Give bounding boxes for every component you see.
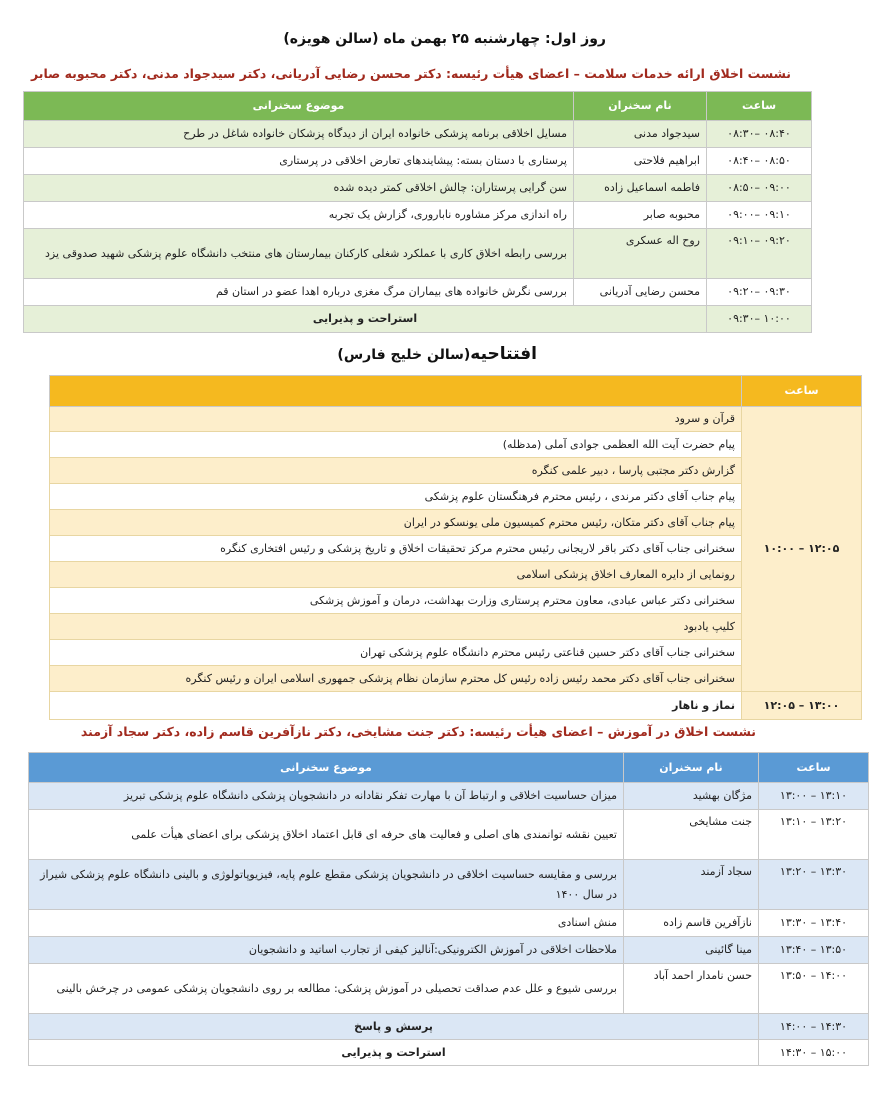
program-item: سخنرانی جناب آقای دکتر حسین قناعتی رئیس محترم دانشگاه علوم پزشکی تهران [50, 640, 742, 666]
table-header [50, 376, 862, 407]
table-row [24, 229, 812, 279]
row-speaker: نازآفرین قاسم زاده [624, 910, 759, 937]
program-item: سخنرانی جناب آقای دکتر باقر لاریجانی رئیس محترم مرکز تحقیقات اخلاق و تاریخ پزشکی و رئیس افتخاری کنگره [50, 536, 742, 562]
row-topic: مسایل اخلاقی برنامه پزشکی خانواده ایران از دیدگاه پزشکان خانواده شاغل در طرح [24, 121, 574, 148]
list-item [50, 614, 862, 640]
list-item [50, 484, 862, 510]
row-topic: راه اندازی مرکز مشاوره ناباروری، گزارش یک تجربه [24, 202, 574, 229]
opening-title [337, 344, 537, 364]
program-item: سخنرانی جناب آقای دکتر محمد رئیس زاده رئیس کل محترم سازمان نظام پزشکی جمهوری اسلامی ایران و رئیس کنگره [50, 666, 742, 692]
list-item [50, 510, 862, 536]
row-speaker: جنت مشایخی [624, 810, 759, 860]
row-time: ۰۸:۴۰– ۰۸:۵۰ [707, 148, 812, 175]
program-item: پیام حضرت آیت الله العظمی جوادی آملی (مدظله) [50, 432, 742, 458]
row-speaker: محبوبه صابر [574, 202, 707, 229]
row-time: ۰۹:۱۰– ۰۹:۲۰ [707, 229, 812, 279]
program-item: قرآن و سرود [50, 407, 742, 432]
prayer-label: نماز و ناهار [50, 692, 742, 720]
day-heading: روز اول: چهارشنبه ۲۵ بهمن ماه (سالن هویزه) [283, 31, 606, 47]
table-row [29, 810, 869, 860]
row-speaker: سیدجواد مدنی [574, 121, 707, 148]
table-row [24, 202, 812, 229]
break-time: ۰۹:۳۰– ۱۰:۰۰ [707, 306, 812, 333]
break-row [24, 306, 812, 333]
session1-title: نشست اخلاق ارائه خدمات سلامت – اعضای هیأت رئیسه: دکتر محسن رضایی آدریانی، دکتر سیدجواد مدنی، دکتر محبوبه صابر [30, 66, 791, 81]
row-speaker: سجاد آزمند [624, 860, 759, 910]
row-speaker: فاطمه اسماعیل زاده [574, 175, 707, 202]
list-item [50, 640, 862, 666]
list-item [50, 432, 862, 458]
row-time: ۱۳:۵۰ – ۱۴:۰۰ [759, 964, 869, 1014]
program-item: پیام جناب آقای دکتر متکان، رئیس محترم کمیسیون ملی یونسکو در ایران [50, 510, 742, 536]
opening-title-bold: افتتاحیه [470, 344, 537, 364]
session1-table [23, 91, 812, 333]
row-time: ۱۳:۲۰ – ۱۳:۳۰ [759, 860, 869, 910]
qa-label: پرسش و پاسخ [29, 1014, 759, 1040]
table-row [24, 279, 812, 306]
row-speaker: مینا گائینی [624, 937, 759, 964]
break-time: ۱۴:۳۰ – ۱۵:۰۰ [759, 1040, 869, 1066]
opening-block-time: ۱۰:۰۰ – ۱۲:۰۵ [742, 407, 862, 692]
row-time: ۱۳:۳۰ – ۱۳:۴۰ [759, 910, 869, 937]
header-time: ساعت [707, 92, 812, 121]
header-speaker: نام سخنران [574, 92, 707, 121]
list-item [50, 536, 862, 562]
table-row [29, 783, 869, 810]
session2-title: نشست اخلاق در آموزش – اعضای هیأت رئیسه: دکتر جنت مشایخی، دکتر نازآفرین قاسم زاده، دکتر سجاد آزمند [80, 724, 756, 739]
break-label: استراحت و پذیرایی [24, 306, 707, 333]
prayer-time: ۱۲:۰۵ – ۱۳:۰۰ [742, 692, 862, 720]
row-speaker: مژگان بهشید [624, 783, 759, 810]
qa-time: ۱۴:۰۰ – ۱۴:۳۰ [759, 1014, 869, 1040]
row-topic: تعیین نقشه توانمندی های اصلی و فعالیت های حرفه ای قابل اعتماد اخلاق پزشکی برای اعضای هیأت علمی [29, 810, 624, 860]
table-row [29, 937, 869, 964]
row-time: ۰۸:۵۰– ۰۹:۰۰ [707, 175, 812, 202]
row-time: ۰۸:۳۰– ۰۸:۴۰ [707, 121, 812, 148]
row-time: ۱۳:۱۰ – ۱۳:۲۰ [759, 810, 869, 860]
row-topic: سن گرایی پرستاران: چالش اخلاقی کمتر دیده شده [24, 175, 574, 202]
list-item [50, 407, 862, 432]
row-topic: پرستاری با دستان بسته: پیشایندهای تعارض اخلاقی در پرستاری [24, 148, 574, 175]
program-item: سخنرانی دکتر عباس عبادی، معاون محترم پرستاری وزارت بهداشت، درمان و آموزش پزشکی [50, 588, 742, 614]
list-item [50, 458, 862, 484]
table-header [24, 92, 812, 121]
table-row [24, 121, 812, 148]
table-row [29, 910, 869, 937]
list-item [50, 562, 862, 588]
row-speaker: روح اله عسکری [574, 229, 707, 279]
row-time: ۱۳:۰۰ – ۱۳:۱۰ [759, 783, 869, 810]
program-item: گزارش دکتر مجتبی پارسا ، دبیر علمی کنگره [50, 458, 742, 484]
prayer-row [50, 692, 862, 720]
row-topic: ملاحظات اخلاقی در آموزش الکترونیکی:آنالیز کیفی از تجارب اساتید و دانشجویان [29, 937, 624, 964]
header-time: ساعت [742, 376, 862, 407]
header-time: ساعت [759, 753, 869, 783]
header-topic: موضوع سخنرانی [24, 92, 574, 121]
row-time: ۰۹:۲۰– ۰۹:۳۰ [707, 279, 812, 306]
program-item: رونمایی از دایره المعارف اخلاق پزشکی اسلامی [50, 562, 742, 588]
qa-row [29, 1014, 869, 1040]
header-blank [50, 376, 742, 407]
table-row [24, 175, 812, 202]
table-header [29, 753, 869, 783]
program-item: پیام جناب آقای دکتر مرندی ، رئیس محترم فرهنگستان علوم پزشکی [50, 484, 742, 510]
break-label: استراحت و پذیرایی [29, 1040, 759, 1066]
program-item: کلیپ یادبود [50, 614, 742, 640]
row-topic: بررسی و مقایسه حساسیت اخلاقی در دانشجویان پزشکی مقطع علوم پایه، فیزیوپاتولوژی و بالینی دانشگاه علوم پزشکی شیراز در سال ۱۴۰۰ [29, 860, 624, 910]
list-item [50, 588, 862, 614]
session2-table [28, 752, 869, 1066]
table-row [24, 148, 812, 175]
row-topic: بررسی شیوع و علل عدم صداقت تحصیلی در آموزش پزشکی: مطالعه بر روی دانشجویان پزشکی عمومی در چرخش بالینی [29, 964, 624, 1014]
list-item [50, 666, 862, 692]
row-time: ۰۹:۰۰– ۰۹:۱۰ [707, 202, 812, 229]
header-speaker: نام سخنران [624, 753, 759, 783]
row-speaker: ابراهیم فلاحتی [574, 148, 707, 175]
row-time: ۱۳:۴۰ – ۱۳:۵۰ [759, 937, 869, 964]
header-topic: موضوع سخنرانی [29, 753, 624, 783]
table-row [29, 860, 869, 910]
row-speaker: حسن نامدار احمد آباد [624, 964, 759, 1014]
row-speaker: محسن رضایی آدریانی [574, 279, 707, 306]
opening-table [49, 375, 862, 720]
break-row [29, 1040, 869, 1066]
row-topic: بررسی رابطه اخلاق کاری با عملکرد شغلی کارکنان بیمارستان های منتخب دانشگاه علوم پزشکی شهید صدوقی یزد [24, 229, 574, 279]
row-topic: منش اسنادی [29, 910, 624, 937]
table-row [29, 964, 869, 1014]
row-topic: میزان حساسیت اخلاقی و ارتباط آن با مهارت تفکر نقادانه در دانشجویان پزشکی دانشگاه علوم پزشکی تبریز [29, 783, 624, 810]
opening-title-hall: (سالن خلیج فارس) [337, 347, 471, 363]
row-topic: بررسی نگرش خانواده های بیماران مرگ مغزی درباره اهدا عضو در استان قم [24, 279, 574, 306]
